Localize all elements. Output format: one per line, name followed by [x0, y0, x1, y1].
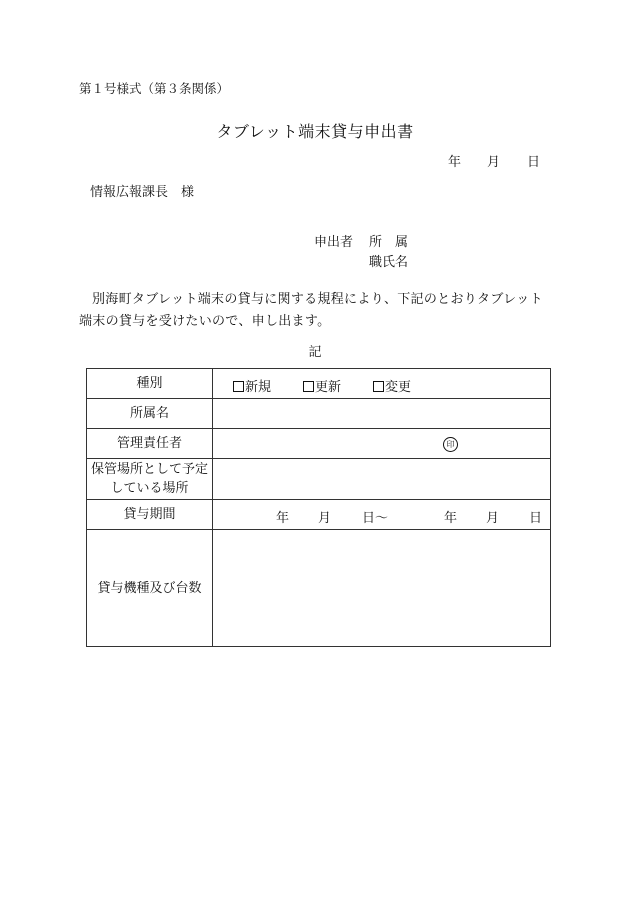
- option-new[interactable]: [233, 376, 271, 395]
- affiliation-label: 所属名: [87, 399, 213, 429]
- period-month2-label: 月: [486, 511, 500, 526]
- period-label: 貸与期間: [87, 500, 213, 530]
- applicant-affiliation-label: 所 属: [369, 235, 409, 250]
- option-renew[interactable]: [303, 376, 341, 395]
- checkbox-icon[interactable]: [303, 381, 314, 392]
- table-row: [87, 369, 551, 399]
- checkbox-icon[interactable]: [233, 381, 244, 392]
- period-day-from-label: 日～: [362, 511, 389, 526]
- table-row: [87, 399, 551, 429]
- devices-field[interactable]: [213, 530, 551, 647]
- applicant-name-label: 職氏名: [369, 255, 409, 270]
- application-table: [86, 368, 551, 647]
- table-row: [87, 530, 551, 647]
- ki-heading: 記: [308, 345, 322, 360]
- option-change[interactable]: [373, 376, 411, 395]
- checkbox-icon[interactable]: [373, 381, 384, 392]
- option-renew-label: 更新: [315, 380, 342, 395]
- type-options: [213, 369, 551, 399]
- form-number: 第１号様式（第３条関係）: [79, 81, 230, 96]
- period-year2-label: 年: [444, 511, 458, 526]
- seal-icon: [443, 436, 458, 452]
- table-row: [87, 500, 551, 530]
- seal-mark: 印: [443, 437, 458, 452]
- affiliation-field[interactable]: [213, 399, 551, 429]
- period-field[interactable]: [213, 500, 551, 530]
- period-year-label: 年: [276, 511, 290, 526]
- period-month-label: 月: [318, 511, 332, 526]
- option-change-label: 変更: [385, 380, 412, 395]
- addressee: 情報広報課長 様: [90, 185, 195, 200]
- document-title: タブレット端末貸与申出書: [216, 122, 414, 141]
- table-row: [87, 429, 551, 459]
- request-statement: 別海町タブレット端末の貸与に関する規程により、下記のとおりタブレット端末の貸与を受けたいので、申し出ます。: [79, 292, 543, 329]
- option-new-label: 新規: [245, 380, 272, 395]
- date-year-label: 年: [448, 155, 462, 170]
- date-day-label: 日: [527, 155, 541, 170]
- date-month-label: 月: [487, 155, 501, 170]
- table-row: [87, 459, 551, 500]
- manager-field[interactable]: [213, 429, 551, 459]
- period-day2-label: 日: [529, 511, 543, 526]
- location-field[interactable]: [213, 459, 551, 500]
- type-label: 種別: [87, 369, 213, 399]
- devices-label: 貸与機種及び台数: [87, 530, 213, 647]
- applicant-label: 申出者: [314, 235, 354, 250]
- manager-label: 管理責任者: [87, 429, 213, 459]
- location-label: 保管場所として予定している場所: [87, 459, 213, 500]
